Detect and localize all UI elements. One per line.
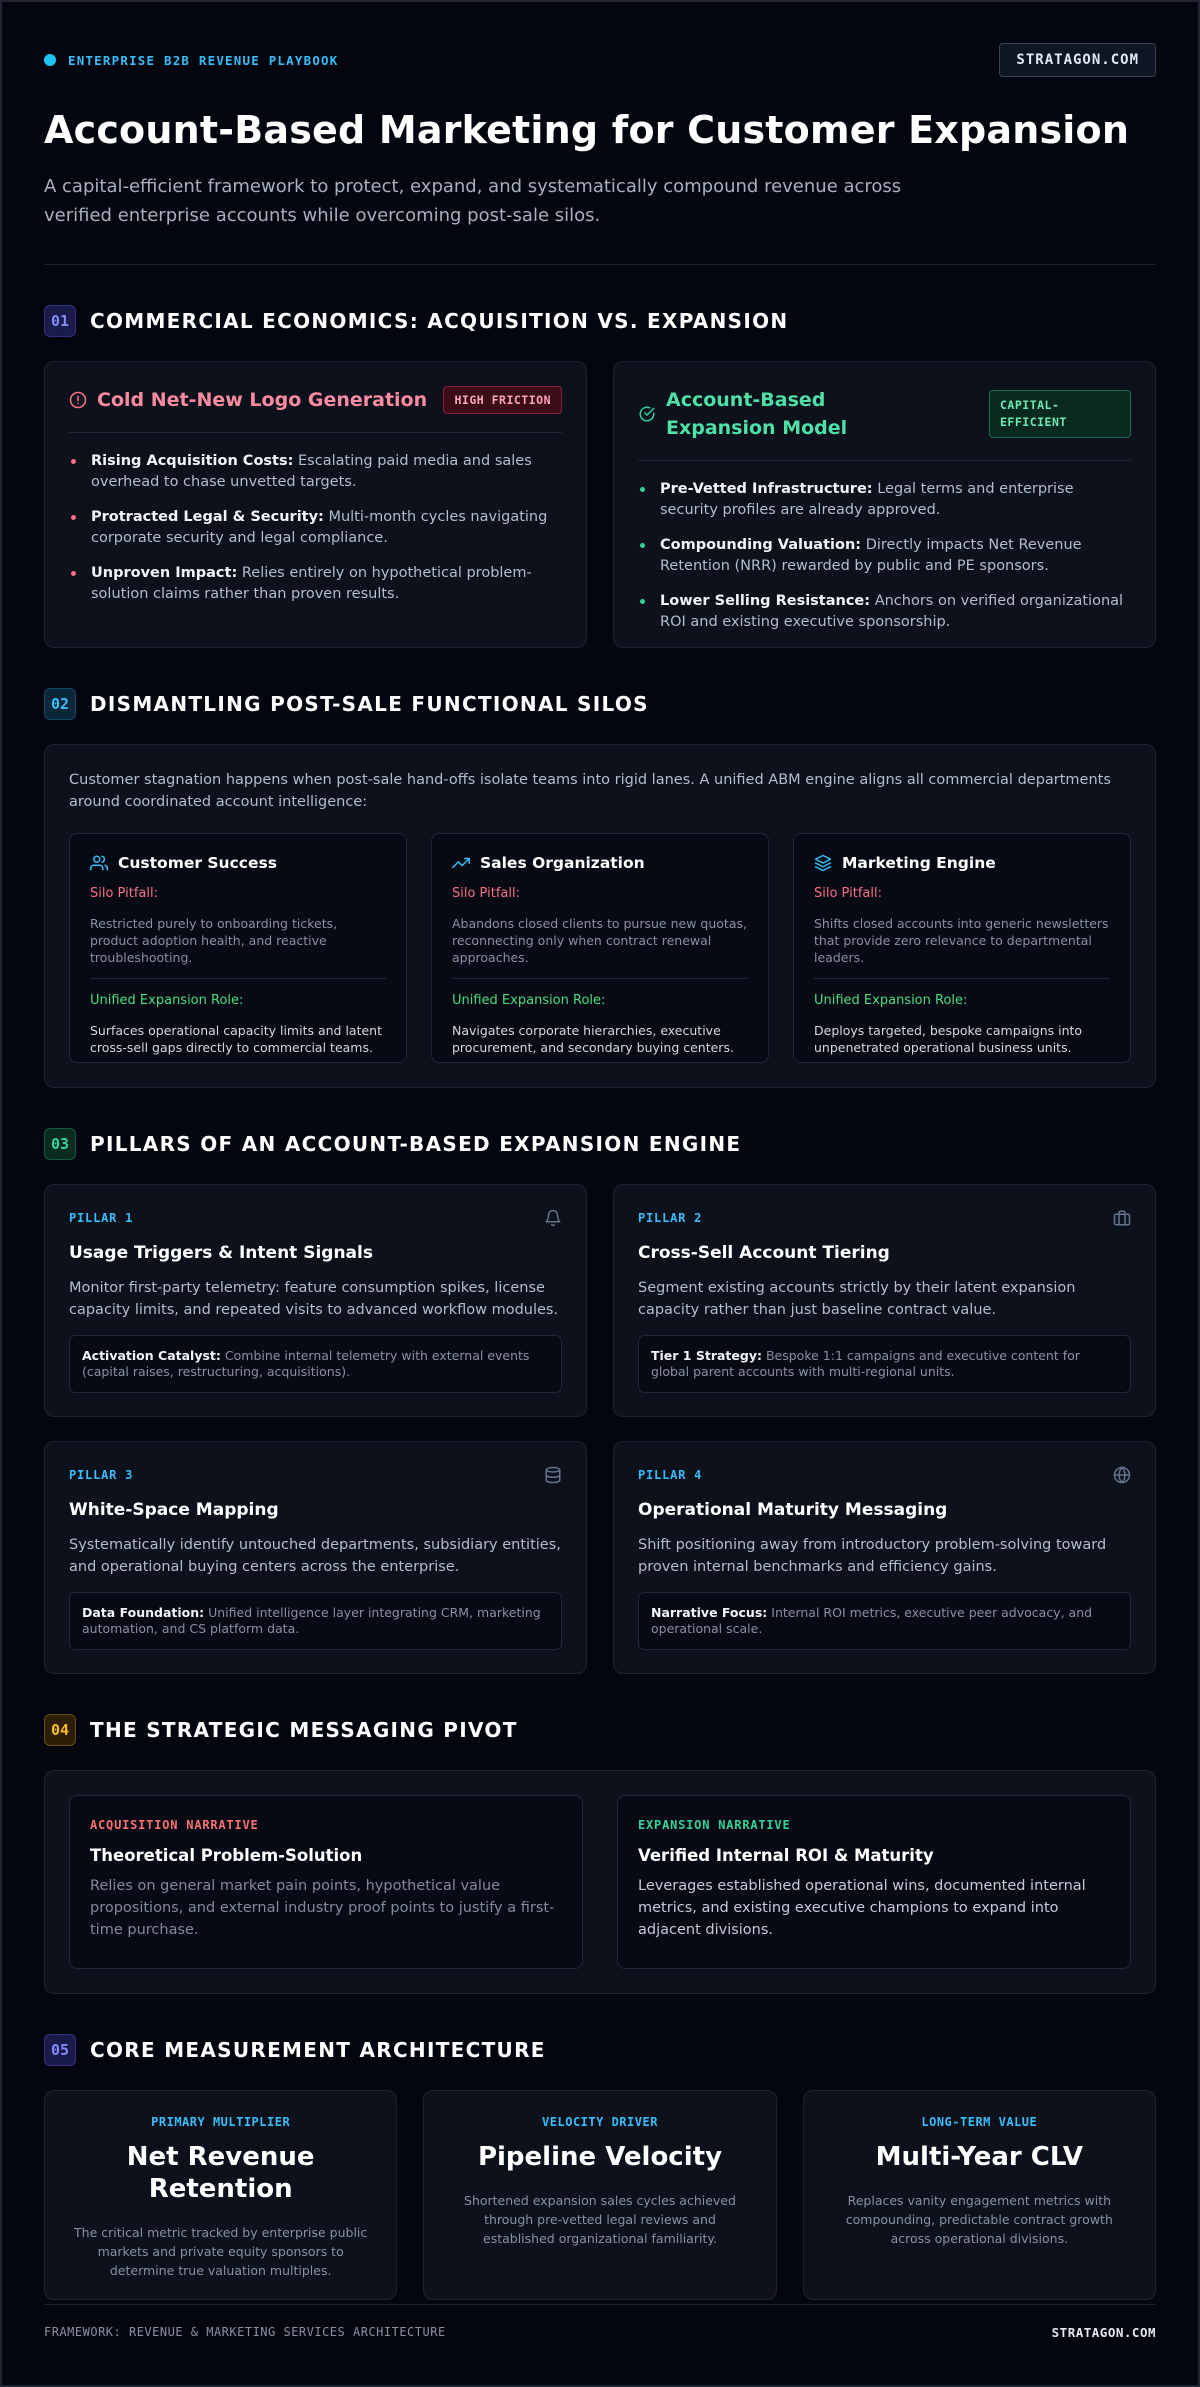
silo-pitfall-text: Restricted purely to onboarding tickets, product adoption health, and reactive troubleshooting. [90,915,386,979]
domain-link-button[interactable]: STRATAGON.COM [999,43,1156,77]
metric-card-nrr [44,2090,397,2300]
pillar-description: Shift positioning away from introductory problem-solving toward proven internal benchmarks and efficiency gains. [638,1537,1107,1575]
pillar-title: Usage Triggers & Intent Signals [69,1243,373,1263]
section-number: 01 [44,305,76,337]
narrative-label: EXPANSION NARRATIVE [638,1818,791,1832]
pillar-card [44,1441,587,1674]
pillar-description: Monitor first-party telemetry: feature consumption spikes, license capacity limits, and repeated visits to advanced workflow modules. [69,1280,559,1318]
alert-circle-icon [69,391,87,409]
narrative-label: ACQUISITION NARRATIVE [90,1818,259,1832]
pillar-note: Data Foundation: Unified intelligence layer integrating CRM, marketing automation, and CS platform data. [69,1592,562,1650]
narrative-description: Leverages established operational wins, documented internal metrics, and existing executive champions to expand into adjacent divisions. [638,1878,1086,1938]
metric-description: Replaces vanity engagement metrics with compounding, predictable contract growth across operational divisions. [845,2193,1113,2246]
users-icon [90,854,108,872]
silo-pitfall-text: Shifts closed accounts into generic newsletters that provide zero relevance to departmental leaders. [814,915,1110,979]
list-item: Unproven Impact: Relies entirely on hypothetical problem-solution claims rather than proven results. [69,563,562,605]
pillar-description: Systematically identify untouched departments, subsidiary entities, and operational buying centers across the enterprise. [69,1537,561,1575]
pillar-card [613,1184,1156,1417]
silos-intro: Customer stagnation happens when post-sale hand-offs isolate teams into rigid lanes. A unified ABM engine aligns all commercial departments around coordinated account intelligence: [69,772,1111,810]
silo-role-text: Surfaces operational capacity limits and latent cross-sell gaps directly to commercial teams. [90,1023,382,1055]
silo-role-text: Deploys targeted, bespoke campaigns into unpenetrated operational business units. [814,1023,1083,1055]
metric-label: VELOCITY DRIVER [542,2115,658,2129]
silo-role-label: Unified Expansion Role: [814,993,968,1008]
pillar-number: PILLAR 2 [638,1211,703,1225]
section-number: 04 [44,1714,76,1746]
metric-label: LONG-TERM VALUE [921,2115,1038,2129]
check-circle-icon [638,405,656,423]
section-header-pivot [44,1714,1156,1746]
pillar-note: Narrative Focus: Internal ROI metrics, executive peer advocacy, and operational scale. [638,1592,1131,1650]
section-number: 03 [44,1128,76,1160]
footer [44,2304,1156,2340]
pillar-number: PILLAR 3 [69,1468,134,1482]
pillar-title: Cross-Sell Account Tiering [638,1243,890,1263]
page-title: Account-Based Marketing for Customer Expansion [44,108,1130,152]
friction-badge: HIGH FRICTION [443,386,562,414]
list-item: Rising Acquisition Costs: Escalating paid media and sales overhead to chase unvetted targets. [69,451,562,493]
section-header-silos [44,688,1156,720]
section-title: DISMANTLING POST-SALE FUNCTIONAL SILOS [90,692,649,716]
pillar-card [44,1184,587,1417]
card-title [638,386,938,442]
pivot-panel [44,1770,1156,1994]
silo-pitfall-label: Silo Pitfall: [452,886,520,901]
metric-title: Pipeline Velocity [477,2142,723,2172]
expansion-narrative-card [617,1795,1131,1969]
silo-pitfall-label: Silo Pitfall: [814,886,882,901]
silo-cards [69,833,1131,1063]
globe-icon [1113,1466,1131,1484]
cold-logo-list [69,451,562,605]
silo-role-text: Navigates corporate hierarchies, executive procurement, and secondary buying centers. [452,1023,734,1055]
section-title: CORE MEASUREMENT ARCHITECTURE [90,2038,546,2062]
footer-domain-link[interactable]: STRATAGON.COM [1051,2325,1156,2340]
pillar-description: Segment existing accounts strictly by their latent expansion capacity rather than just baseline contract value. [638,1280,1076,1318]
silos-panel [44,744,1156,1088]
card-header [69,386,562,433]
metric-description: Shortened expansion sales cycles achieved through pre-vetted legal reviews and established organizational familiarity. [464,2193,736,2246]
card-title [69,386,427,414]
pillar-number: PILLAR 1 [69,1211,134,1225]
metric-card-velocity [423,2090,776,2300]
divider [44,264,1156,265]
expansion-model-list [638,479,1131,633]
card-title-text: Account-Based Expansion Model [666,389,848,439]
economics-row [44,361,1156,648]
metric-title: Net Revenue Retention [126,2142,315,2204]
silo-card-sales [431,833,769,1063]
section-header-measurement [44,2034,1156,2066]
pillar-title: Operational Maturity Messaging [638,1500,948,1520]
section-title: COMMERCIAL ECONOMICS: ACQUISITION VS. EXPANSION [90,309,789,333]
top-bar [44,42,1156,78]
pillars-row-1 [44,1184,1156,1417]
metric-description: The critical metric tracked by enterprise public markets and private equity sponsors to determine true valuation multiples. [74,2225,368,2278]
silo-card-marketing [793,833,1131,1063]
pillar-number: PILLAR 4 [638,1468,703,1482]
silo-title [452,854,748,872]
section-number: 05 [44,2034,76,2066]
bell-icon [544,1209,562,1227]
silo-card-customer-success [69,833,407,1063]
eyebrow [44,53,339,68]
list-item: Pre-Vetted Infrastructure: Legal terms and enterprise security profiles are already approved. [638,479,1131,521]
card-title-text: Cold Net-New Logo Generation [97,389,428,411]
footer-framework-label: FRAMEWORK: REVENUE & MARKETING SERVICES ARCHITECTURE [44,2325,446,2339]
silo-title [90,854,386,872]
silo-role-label: Unified Expansion Role: [452,993,606,1008]
silo-title [814,854,1110,872]
metric-label: PRIMARY MULTIPLIER [151,2115,291,2129]
page-subtitle: A capital-efficient framework to protect, expand, and systematically compound revenue across verified enterprise accounts while overcoming post-sale silos. [44,176,902,226]
section-header-economics [44,305,1156,337]
list-item: Lower Selling Resistance: Anchors on verified organizational ROI and existing executive sponsorship. [638,591,1131,633]
section-title: THE STRATEGIC MESSAGING PIVOT [90,1718,518,1742]
section-header-pillars [44,1128,1156,1160]
metrics-row [44,2090,1156,2300]
silo-pitfall-label: Silo Pitfall: [90,886,158,901]
narrative-title: Verified Internal ROI & Maturity [638,1846,934,1865]
pillar-note: Activation Catalyst: Combine internal telemetry with external events (capital raises, restructuring, acquisitions). [69,1335,562,1393]
silo-title-text: Marketing Engine [842,854,996,872]
status-dot-icon [44,54,56,66]
silo-pitfall-text: Abandons closed clients to pursue new quotas, reconnecting only when contract renewal approaches. [452,915,748,979]
list-item: Protracted Legal & Security: Multi-month cycles navigating corporate security and legal compliance. [69,507,562,549]
narrative-title: Theoretical Problem-Solution [90,1846,363,1865]
trending-up-icon [452,854,470,872]
metric-title: Multi-Year CLV [875,2142,1083,2172]
silo-role-label: Unified Expansion Role: [90,993,244,1008]
narrative-description: Relies on general market pain points, hypothetical value propositions, and external industry proof points to justify a first-time purchase. [90,1878,555,1938]
pillars-row-2 [44,1441,1156,1674]
eyebrow-label: ENTERPRISE B2B REVENUE PLAYBOOK [68,52,339,68]
expansion-model-card [613,361,1156,648]
section-title: PILLARS OF AN ACCOUNT-BASED EXPANSION ENGINE [90,1132,742,1156]
cold-logo-card [44,361,587,648]
card-header [638,386,1131,461]
list-item: Compounding Valuation: Directly impacts Net Revenue Retention (NRR) rewarded by public and PE sponsors. [638,535,1131,577]
pillar-title: White-Space Mapping [69,1500,279,1520]
pillar-card [613,1441,1156,1674]
database-icon [544,1466,562,1484]
metric-card-clv [803,2090,1156,2300]
silo-title-text: Customer Success [118,854,277,872]
silo-title-text: Sales Organization [480,854,645,872]
acquisition-narrative-card [69,1795,583,1969]
pillar-note: Tier 1 Strategy: Bespoke 1:1 campaigns and executive content for global parent accounts with multi-regional units. [638,1335,1131,1393]
section-number: 02 [44,688,76,720]
efficiency-badge: CAPITAL-EFFICIENT [989,390,1131,438]
layers-icon [814,854,832,872]
briefcase-icon [1113,1209,1131,1227]
